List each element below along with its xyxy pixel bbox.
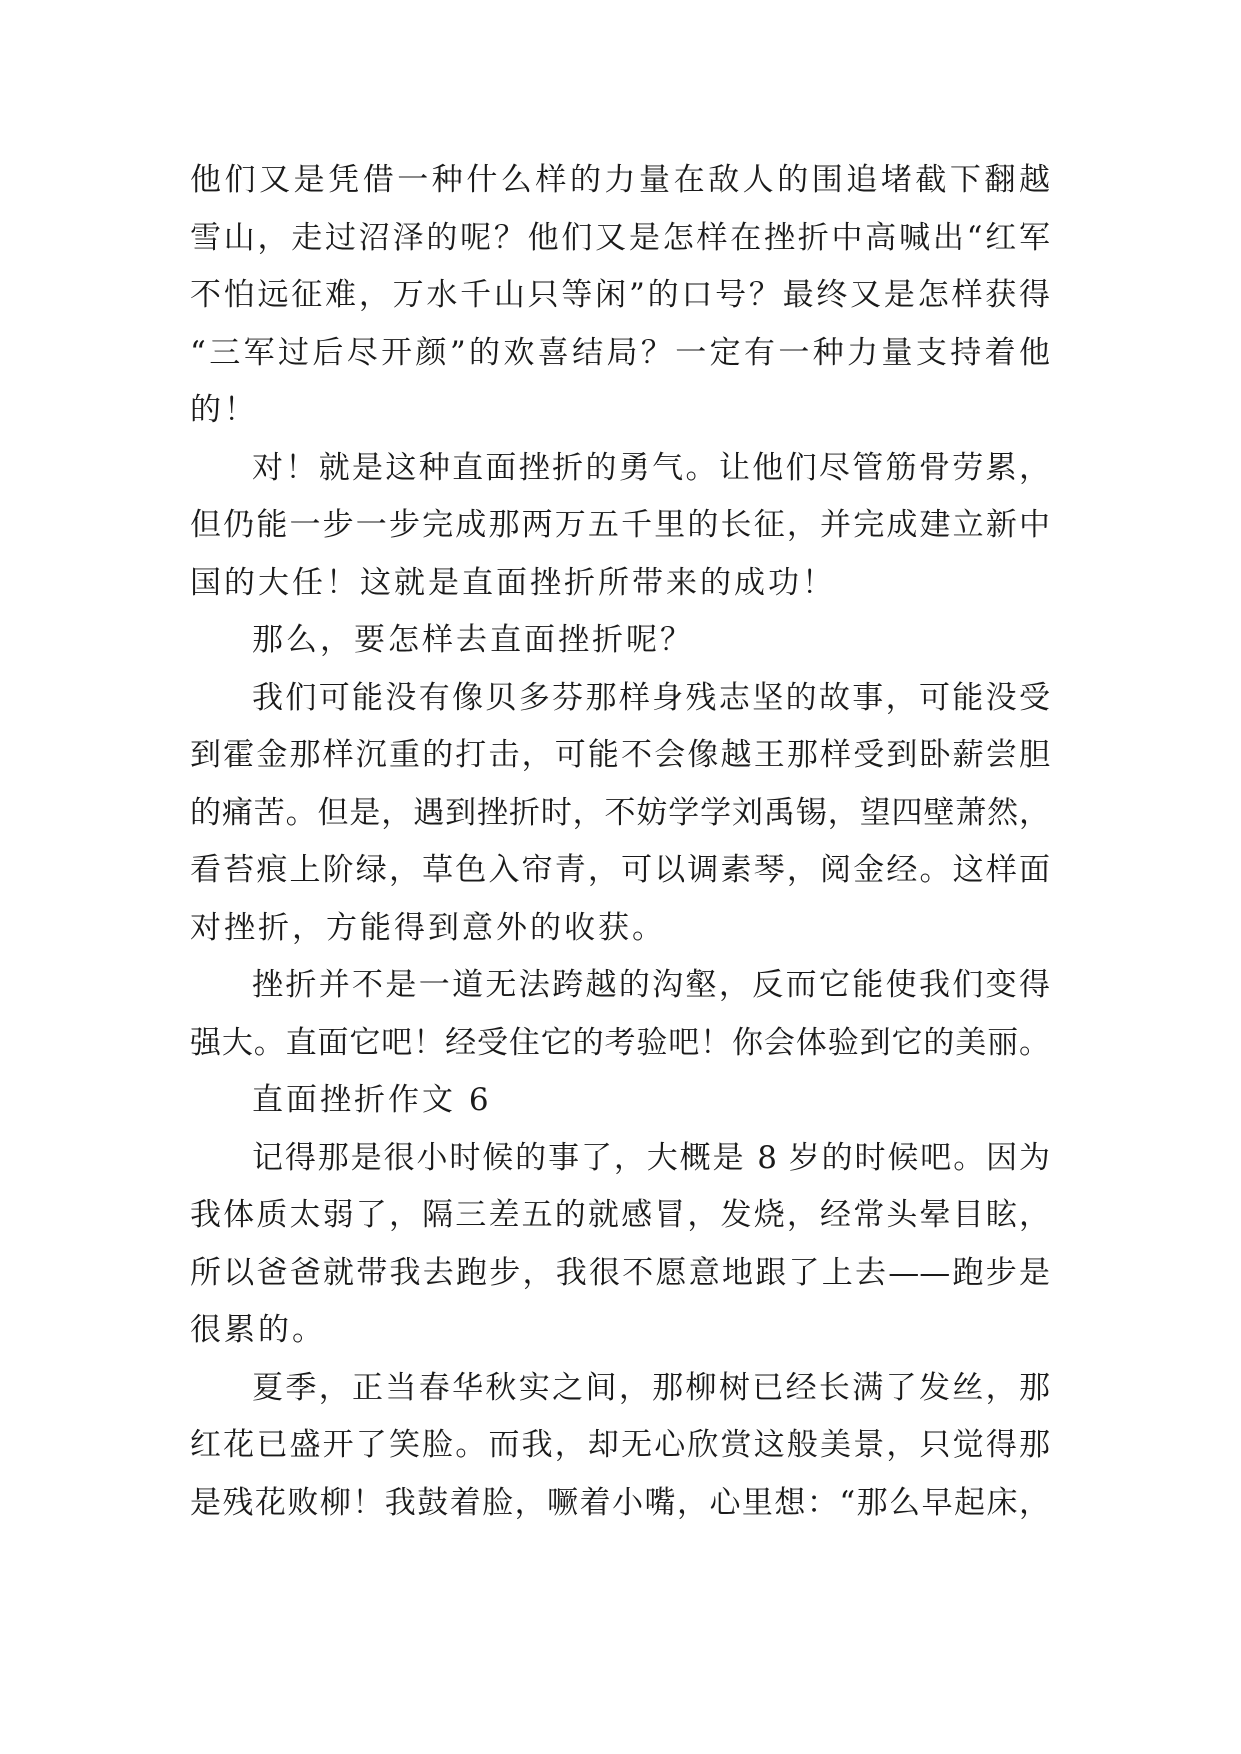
section-heading: 直面挫折作文 6 <box>252 1082 492 1118</box>
text-line: 红花已盛开了笑脸。而我，却无心欣赏这般美景，只觉得那 <box>190 1427 1050 1463</box>
text-line: 对！就是这种直面挫折的勇气。让他们尽管筋骨劳累， <box>252 449 1050 486</box>
text-line: 所以爸爸就带我去跑步，我很不愿意地跟了上去——跑步是 <box>190 1254 1050 1291</box>
text-line: 强大。直面它吧！经受住它的考验吧！你会体验到它的美丽。 <box>190 1024 1050 1061</box>
text-line: 的痛苦。但是，遇到挫折时，不妨学学刘禹锡，望四壁萧然， <box>190 794 1050 831</box>
text-line: “三军过后尽开颜”的欢喜结局？一定有一种力量支持着他 <box>190 334 1050 371</box>
text-line: 到霍金那样沉重的打击，可能不会像越王那样受到卧薪尝胆 <box>190 737 1050 773</box>
text-line: 国的大任！这就是直面挫折所带来的成功！ <box>190 564 836 601</box>
text-line: 那么，要怎样去直面挫折呢？ <box>252 622 694 658</box>
text-line: 我们可能没有像贝多芬那样身残志坚的故事，可能没受 <box>252 679 1050 716</box>
text-line: 挫折并不是一道无法跨越的沟壑，反而它能使我们变得 <box>252 967 1050 1003</box>
text-line: 很累的。 <box>190 1312 326 1348</box>
text-line: 不怕远征难，万水千山只等闲”的口号？最终又是怎样获得 <box>190 277 1050 313</box>
text-line: 雪山，走过沼泽的呢？他们又是怎样在挫折中高喊出“红军 <box>190 219 1050 256</box>
text-line: 的！ <box>190 392 258 428</box>
text-line: 我体质太弱了，隔三差五的就感冒，发烧，经常头晕目眩， <box>190 1197 1050 1233</box>
text-line: 是残花败柳！我鼓着脸，噘着小嘴，心里想：“那么早起床， <box>190 1484 1050 1521</box>
text-line: 但仍能一步一步完成那两万五千里的长征，并完成建立新中 <box>190 507 1050 543</box>
text-line: 他们又是凭借一种什么样的力量在敌人的围追堵截下翻越 <box>190 162 1050 198</box>
text-line: 看苔痕上阶绿，草色入帘青，可以调素琴，阅金经。这样面 <box>190 852 1050 888</box>
text-line: 夏季，正当春华秋实之间，那柳树已经长满了发丝，那 <box>252 1369 1050 1406</box>
text-line: 记得那是很小时候的事了，大概是 8 岁的时候吧。因为 <box>252 1139 1050 1176</box>
text-line: 对挫折，方能得到意外的收获。 <box>190 909 666 946</box>
